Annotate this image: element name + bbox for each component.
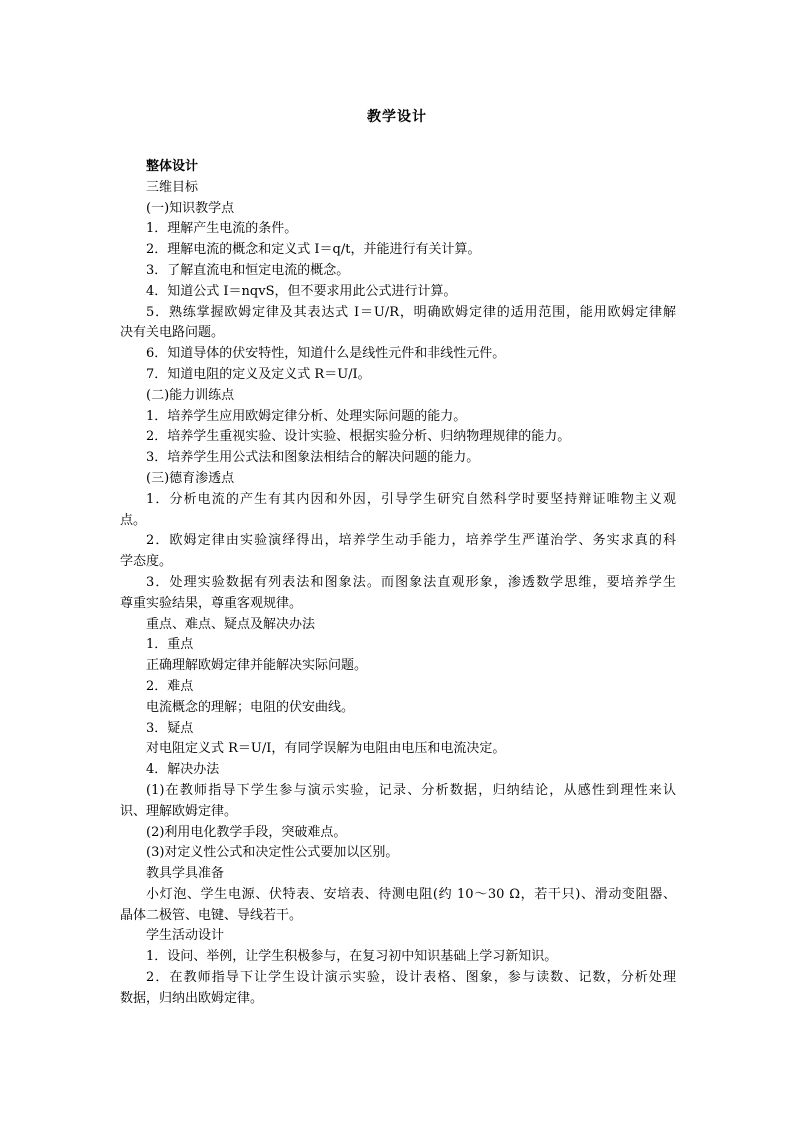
section-heading: 整体设计	[146, 159, 199, 174]
text-line: 三维目标	[146, 179, 199, 195]
text-line: 7．知道电阻的定义及定义式 R＝U/I。	[146, 366, 371, 382]
text-line: 晶体二极管、电键、导线若干。	[120, 907, 303, 923]
text-line: 3．了解直流电和恒定电流的概念。	[146, 262, 350, 278]
document-body	[120, 157, 676, 1010]
text-line: 小灯泡、学生电源、伏特表、安培表、待测电阻(约 10～30 Ω，若干只)、滑动变阻器、	[146, 886, 676, 902]
text-line: 1．设问、举例，让学生积极参与，在复习初中知识基础上学习新知识。	[146, 949, 558, 965]
text-line: 学态度。	[120, 554, 173, 570]
text-line: 3．处理实验数据有列表法和图象法。而图象法直观形象，渗透数学思维，要培养学生	[146, 574, 676, 590]
text-line: 3．疑点	[146, 720, 194, 736]
text-line: 数据，归纳出欧姆定律。	[120, 990, 264, 1006]
text-line: 尊重实验结果，尊重客观规律。	[120, 595, 303, 611]
text-line: 学生活动设计	[146, 928, 225, 944]
text-line: 1．理解产生电流的条件。	[146, 221, 298, 237]
text-line: 教具学具准备	[146, 866, 225, 882]
text-line: 决有关电路问题。	[120, 325, 225, 341]
text-line: 6．知道导体的伏安特性，知道什么是线性元件和非线性元件。	[146, 346, 506, 362]
text-line: (一)知识教学点	[146, 200, 235, 216]
text-line: 点。	[120, 512, 147, 528]
text-line: 1．分析电流的产生有其内因和外因，引导学生研究自然科学时要坚持辩证唯物主义观	[146, 491, 676, 507]
text-line: 对电阻定义式 R＝U/I，有同学误解为电阻由电压和电流决定。	[146, 741, 506, 757]
text-line: 正确理解欧姆定律并能解决实际问题。	[146, 658, 368, 674]
text-line: 识、理解欧姆定律。	[120, 803, 238, 819]
text-line: 1．重点	[146, 637, 194, 653]
text-line: 2．难点	[146, 678, 194, 694]
text-line: 电流概念的理解；电阻的伏安曲线。	[146, 699, 355, 715]
document-title: 教学设计	[367, 109, 427, 125]
text-line: 2．在教师指导下让学生设计演示实验，设计表格、图象，参与读数、记数，分析处理	[146, 970, 676, 986]
text-line: 4．解决办法	[146, 762, 220, 778]
text-line: (2)利用电化教学手段，突破难点。	[146, 824, 347, 840]
text-line: (二)能力训练点	[146, 387, 235, 403]
text-line: 2．欧姆定律由实验演绎得出，培养学生动手能力，培养学生严谨治学、务实求真的科	[146, 533, 676, 549]
text-line: 2．培养学生重视实验、设计实验、根据实验分析、归纳物理规律的能力。	[146, 429, 571, 445]
text-line: 3．培养学生用公式法和图象法相结合的解决问题的能力。	[146, 450, 480, 466]
text-line: 5．熟练掌握欧姆定律及其表达式 I＝U/R，明确欧姆定律的适用范围，能用欧姆定律解	[146, 304, 676, 320]
text-line: 4．知道公式 I＝nqvS，但不要求用此公式进行计算。	[146, 283, 457, 299]
text-line: 重点、难点、疑点及解决办法	[146, 616, 316, 632]
text-line: 1．培养学生应用欧姆定律分析、处理实际问题的能力。	[146, 408, 467, 424]
text-line: (3)对定义性公式和决定性公式要加以区别。	[146, 845, 399, 861]
text-line: 2．理解电流的概念和定义式 I＝q/t，并能进行有关计算。	[146, 242, 481, 258]
text-line: (三)德育渗透点	[146, 470, 235, 486]
text-line: (1)在教师指导下学生参与演示实验，记录、分析数据，归纳结论，从感性到理性来认	[146, 782, 676, 798]
